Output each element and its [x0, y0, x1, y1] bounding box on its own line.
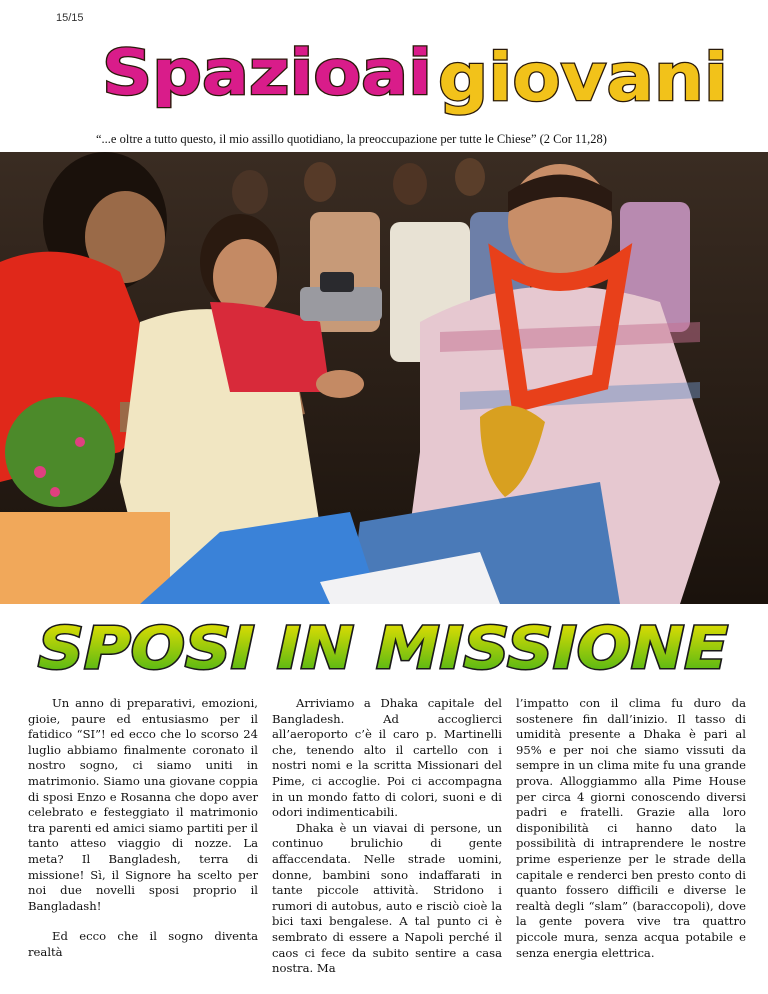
wedding-photo: [0, 152, 768, 604]
masthead-logo: [96, 30, 736, 116]
article-column-2: [272, 696, 502, 986]
paragraph: Dhaka è un viavai di persone, un continuo brulichio di gente affaccendata. Nelle strade uomini, donne, bambini sono indaffarati in tante piccole attività. Stridono i rumori di autobus, auto e risciò cioè la bici taxi bengalese. A tal punto ci è sembrato di essere a Napoli perché il caos ci fece da subito sentire a casa nostra. Ma: [272, 820, 502, 976]
paragraph: Arriviamo a Dhaka capitale del Bangladesh. Ad accoglierci all’aeroporto c’è il caro p. Martinelli che, tenendo alto il cartello con i nostri nomi e la scritta Missionari del Pime, ci accoglie. Poi ci accompagna in un mondo fatto di colori, suoni e di odori indimenticabili.: [272, 696, 502, 820]
masthead-part1: Spazioai: [102, 36, 432, 109]
scripture-quote: “...e oltre a tutto questo, il mio assillo quotidiano, la preoccupazione per tutte le Chiese” (2 Cor 11,28): [96, 132, 607, 146]
article-column-1: [28, 696, 258, 986]
headline-title: [34, 610, 734, 684]
page-number: 15/15: [56, 12, 84, 24]
headline-text: SPOSI IN MISSIONE: [38, 614, 728, 682]
paragraph: Ed ecco che il sogno diventa realtà: [28, 929, 258, 959]
article-columns: [28, 696, 746, 986]
paragraph: l’impatto con il clima fu duro da sostenere fin dall’inizio. Il tasso di umidità presente a Dhaka è pari al 95% e per noi che siamo vissuti da sempre in un clima mite fu una grande prova. Alloggiammo alla Pime House per circa 4 giorni conoscendo diversi padri e fratelli. Grazie alla loro disponibilità ci hanno dato la possibilità di intraprendere le nostre prime esperienze per le strade della capitale e renderci ben presto conto di quanto fossero difficili e diverse le realtà degli “slam” (baraccopoli), dove la gente povera vive tra quattro piccole mura, senza acqua potabile e senza energia elettrica.: [516, 696, 746, 960]
paragraph: Un anno di preparativi, emozioni, gioie, paure ed entusiasmo per il fatidico “SI”! ed ecco che lo scorso 24 luglio abbiamo finalmente coronato il nostro sogno, ci siamo uniti in matrimonio. Siamo una giovane coppia di sposi Enzo e Rosanna che dopo aver celebrato e festeggiato il matrimonio tra parenti ed amici siamo partiti per il tanto atteso viaggio di nozze. La meta? Il Bangladesh, terra di missione! Sì, il Signore ha scelto per noi due novelli sposi proprio il Bangladash!: [28, 696, 258, 913]
masthead-part2: giovani: [438, 39, 728, 116]
article-column-3: [516, 696, 746, 986]
